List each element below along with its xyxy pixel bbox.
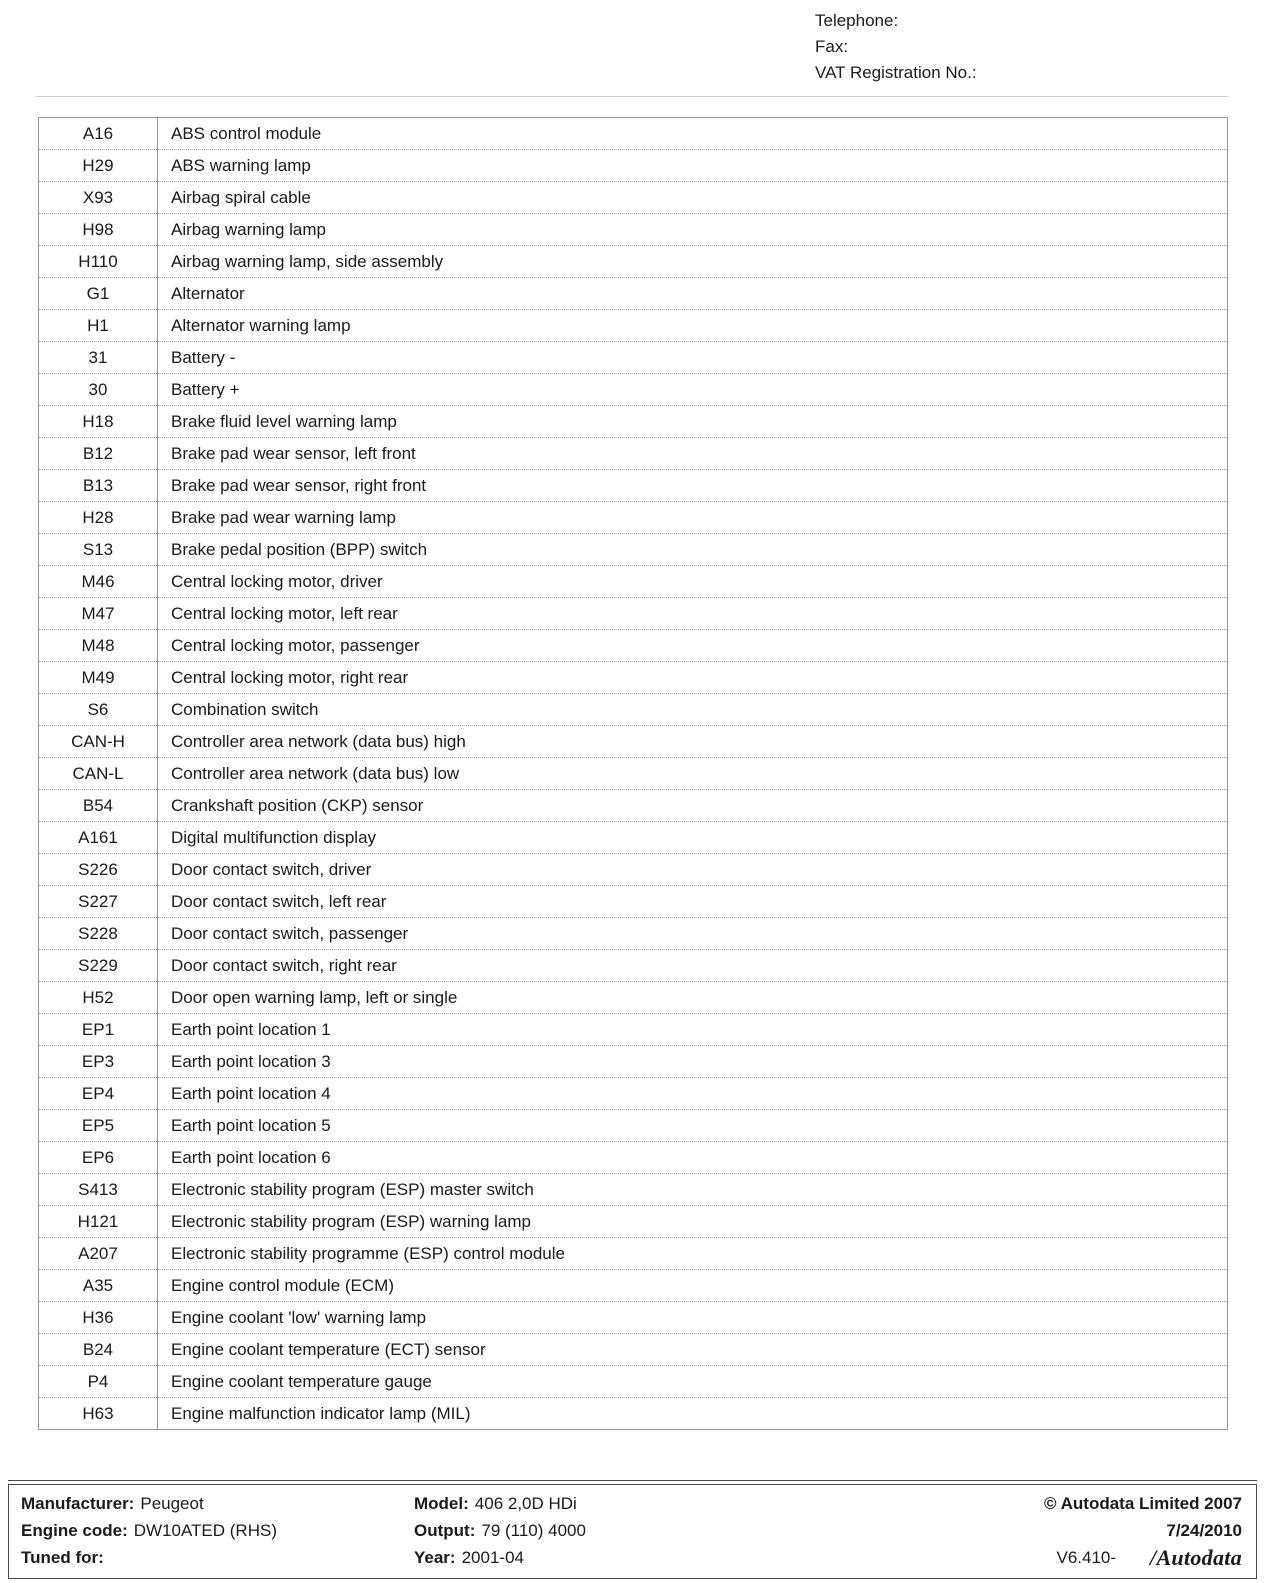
- table-row: [39, 726, 1228, 758]
- autodata-logo: /Autodata: [1150, 1544, 1242, 1570]
- table-row: [39, 118, 1228, 150]
- component-code: H1: [39, 310, 158, 342]
- component-code: EP6: [39, 1142, 158, 1174]
- component-description: Airbag warning lamp, side assembly: [158, 246, 1228, 278]
- copyright-field: [844, 1494, 1256, 1514]
- component-code: H18: [39, 406, 158, 438]
- component-description: Earth point location 5: [158, 1110, 1228, 1142]
- component-code: S229: [39, 950, 158, 982]
- output-field: [414, 1521, 844, 1541]
- table-row: [39, 470, 1228, 502]
- component-code: H52: [39, 982, 158, 1014]
- model-field: [414, 1494, 844, 1514]
- component-description: Door contact switch, right rear: [158, 950, 1228, 982]
- table-row: [39, 374, 1228, 406]
- year-label: Year:: [414, 1547, 456, 1567]
- table-row: [39, 1238, 1228, 1270]
- model-label: Model:: [414, 1493, 469, 1513]
- component-code: EP1: [39, 1014, 158, 1046]
- component-description: Earth point location 6: [158, 1142, 1228, 1174]
- output-label: Output:: [414, 1520, 476, 1540]
- component-description: Central locking motor, right rear: [158, 662, 1228, 694]
- component-description: Central locking motor, driver: [158, 566, 1228, 598]
- contact-header: [815, 8, 977, 86]
- component-description: Airbag warning lamp: [158, 214, 1228, 246]
- component-code: CAN-H: [39, 726, 158, 758]
- component-description: Engine coolant temperature (ECT) sensor: [158, 1334, 1228, 1366]
- print-date: 7/24/2010: [1166, 1520, 1242, 1540]
- component-description: Alternator warning lamp: [158, 310, 1228, 342]
- table-row: [39, 246, 1228, 278]
- component-code: A161: [39, 822, 158, 854]
- component-description: Door contact switch, left rear: [158, 886, 1228, 918]
- component-table-body: [39, 118, 1228, 1430]
- component-description: Brake pad wear sensor, right front: [158, 470, 1228, 502]
- component-code: EP5: [39, 1110, 158, 1142]
- component-description: Door contact switch, passenger: [158, 918, 1228, 950]
- table-row: [39, 1302, 1228, 1334]
- table-row: [39, 918, 1228, 950]
- engine-code-field: [9, 1521, 414, 1541]
- copyright-text: © Autodata Limited 2007: [1044, 1493, 1242, 1513]
- component-description: ABS control module: [158, 118, 1228, 150]
- date-field: [844, 1521, 1256, 1541]
- year-field: [414, 1548, 844, 1568]
- table-row: [39, 1174, 1228, 1206]
- telephone-label: Telephone:: [815, 11, 899, 30]
- table-row: [39, 1046, 1228, 1078]
- component-description: Digital multifunction display: [158, 822, 1228, 854]
- table-row: [39, 534, 1228, 566]
- table-row: [39, 1206, 1228, 1238]
- component-code: S226: [39, 854, 158, 886]
- vat-label: VAT Registration No.:: [815, 63, 977, 82]
- table-row: [39, 822, 1228, 854]
- component-code: P4: [39, 1366, 158, 1398]
- version-logo-field: [844, 1545, 1256, 1571]
- component-code: M48: [39, 630, 158, 662]
- footer-row-1: [9, 1490, 1256, 1517]
- component-description: Door contact switch, driver: [158, 854, 1228, 886]
- component-code: H29: [39, 150, 158, 182]
- output-value: 79 (110) 4000: [481, 1520, 586, 1540]
- component-code: S13: [39, 534, 158, 566]
- manufacturer-label: Manufacturer:: [21, 1493, 135, 1513]
- table-row: [39, 1366, 1228, 1398]
- component-description: Crankshaft position (CKP) sensor: [158, 790, 1228, 822]
- table-row: [39, 1270, 1228, 1302]
- engine-code-value: DW10ATED (RHS): [133, 1520, 277, 1540]
- component-code: H28: [39, 502, 158, 534]
- component-code: H63: [39, 1398, 158, 1430]
- component-description: Electronic stability program (ESP) warning lamp: [158, 1206, 1228, 1238]
- component-description: Controller area network (data bus) high: [158, 726, 1228, 758]
- table-row: [39, 1334, 1228, 1366]
- vehicle-info-footer: [8, 1484, 1257, 1579]
- component-description: Brake pedal position (BPP) switch: [158, 534, 1228, 566]
- component-description: Brake fluid level warning lamp: [158, 406, 1228, 438]
- table-row: [39, 982, 1228, 1014]
- table-row: [39, 790, 1228, 822]
- component-description: Central locking motor, left rear: [158, 598, 1228, 630]
- manufacturer-field: [9, 1494, 414, 1514]
- component-code: M47: [39, 598, 158, 630]
- component-description: Engine coolant temperature gauge: [158, 1366, 1228, 1398]
- component-description: Door open warning lamp, left or single: [158, 982, 1228, 1014]
- manufacturer-value: Peugeot: [140, 1493, 204, 1513]
- component-code: H110: [39, 246, 158, 278]
- component-code: CAN-L: [39, 758, 158, 790]
- component-code: EP3: [39, 1046, 158, 1078]
- table-row: [39, 630, 1228, 662]
- table-row: [39, 214, 1228, 246]
- footer-top-divider: [8, 1480, 1257, 1481]
- component-code: A35: [39, 1270, 158, 1302]
- table-row: [39, 182, 1228, 214]
- component-description: Engine coolant 'low' warning lamp: [158, 1302, 1228, 1334]
- table-row: [39, 1078, 1228, 1110]
- component-description: Electronic stability program (ESP) master switch: [158, 1174, 1228, 1206]
- component-code: G1: [39, 278, 158, 310]
- component-code: B24: [39, 1334, 158, 1366]
- component-code: B13: [39, 470, 158, 502]
- component-description: Earth point location 1: [158, 1014, 1228, 1046]
- table-row: [39, 854, 1228, 886]
- software-version: V6.410-: [1056, 1547, 1117, 1567]
- component-code: B54: [39, 790, 158, 822]
- year-value: 2001-04: [461, 1547, 524, 1567]
- component-description: Engine malfunction indicator lamp (MIL): [158, 1398, 1228, 1430]
- component-code: H98: [39, 214, 158, 246]
- component-description: Brake pad wear sensor, left front: [158, 438, 1228, 470]
- component-description: Battery +: [158, 374, 1228, 406]
- table-row: [39, 310, 1228, 342]
- component-description: Combination switch: [158, 694, 1228, 726]
- component-code: X93: [39, 182, 158, 214]
- component-code: 31: [39, 342, 158, 374]
- component-description: ABS warning lamp: [158, 150, 1228, 182]
- header-divider: [36, 96, 1228, 97]
- component-description: Controller area network (data bus) low: [158, 758, 1228, 790]
- component-code: M46: [39, 566, 158, 598]
- table-row: [39, 694, 1228, 726]
- component-description: Airbag spiral cable: [158, 182, 1228, 214]
- component-key-table: [38, 117, 1228, 1430]
- component-code: H36: [39, 1302, 158, 1334]
- tuned-for-label: Tuned for:: [21, 1547, 104, 1567]
- tuned-for-field: [9, 1548, 414, 1568]
- component-code: S228: [39, 918, 158, 950]
- component-code: A16: [39, 118, 158, 150]
- table-row: [39, 886, 1228, 918]
- table-row: [39, 662, 1228, 694]
- component-description: Electronic stability programme (ESP) control module: [158, 1238, 1228, 1270]
- table-row: [39, 598, 1228, 630]
- table-row: [39, 950, 1228, 982]
- table-row: [39, 150, 1228, 182]
- footer-row-2: [9, 1517, 1256, 1544]
- footer-row-3: [9, 1544, 1256, 1571]
- table-row: [39, 342, 1228, 374]
- component-description: Earth point location 4: [158, 1078, 1228, 1110]
- component-description: Engine control module (ECM): [158, 1270, 1228, 1302]
- engine-code-label: Engine code:: [21, 1520, 128, 1540]
- table-row: [39, 566, 1228, 598]
- table-row: [39, 406, 1228, 438]
- table-row: [39, 502, 1228, 534]
- component-description: Brake pad wear warning lamp: [158, 502, 1228, 534]
- component-description: Central locking motor, passenger: [158, 630, 1228, 662]
- table-row: [39, 438, 1228, 470]
- fax-label: Fax:: [815, 37, 849, 56]
- component-code: S6: [39, 694, 158, 726]
- component-code: M49: [39, 662, 158, 694]
- component-code: S413: [39, 1174, 158, 1206]
- component-code: H121: [39, 1206, 158, 1238]
- component-code: EP4: [39, 1078, 158, 1110]
- table-row: [39, 1110, 1228, 1142]
- component-description: Battery -: [158, 342, 1228, 374]
- component-code: B12: [39, 438, 158, 470]
- component-description: Earth point location 3: [158, 1046, 1228, 1078]
- table-row: [39, 1398, 1228, 1430]
- table-row: [39, 278, 1228, 310]
- component-code: S227: [39, 886, 158, 918]
- component-description: Alternator: [158, 278, 1228, 310]
- table-row: [39, 1014, 1228, 1046]
- component-code: A207: [39, 1238, 158, 1270]
- table-row: [39, 1142, 1228, 1174]
- model-value: 406 2,0D HDi: [474, 1493, 577, 1513]
- component-code: 30: [39, 374, 158, 406]
- table-row: [39, 758, 1228, 790]
